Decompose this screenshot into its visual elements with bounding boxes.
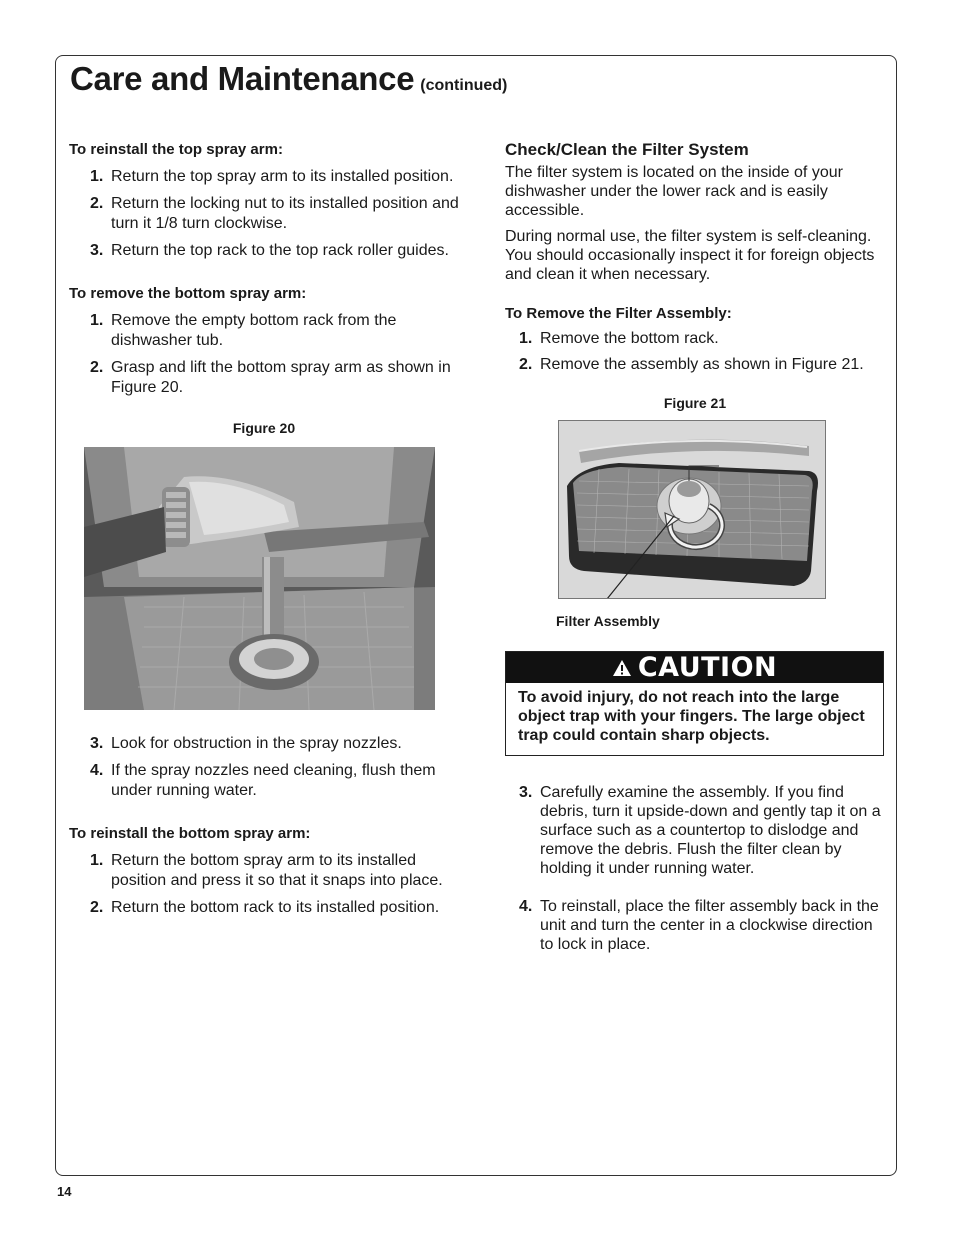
step-item: 2. Return the bottom rack to its installed position. [90, 899, 440, 916]
caution-box [505, 651, 884, 756]
page-title [70, 60, 507, 98]
warning-triangle-icon [612, 659, 632, 677]
step-item: 2. Return the locking nut to its installed position and turn it 1/8 turn clockwise. [90, 195, 459, 232]
step-item: 2. Remove the assembly as shown in Figure 21. [519, 356, 864, 373]
step-item: 3. Look for obstruction in the spray nozzles. [90, 735, 402, 752]
steps-examine-reinstall-filter [505, 783, 885, 954]
spray-arm-photo-illustration [84, 447, 435, 710]
filter-assembly-callout: Filter Assembly [556, 613, 660, 629]
filter-usage-paragraph: During normal use, the filter system is self-cleaning. You should occasionally inspect it for foreign objects and clean it when necessary. [505, 228, 875, 283]
step-item: 3. Return the top rack to the top rack roller guides. [90, 242, 449, 259]
filter-intro-paragraph: The filter system is located on the inside of your dishwasher under the lower rack and is easily accessible. [505, 164, 843, 219]
section-heading-filter-system: Check/Clean the Filter System [505, 140, 749, 159]
page-title-continued: (continued) [420, 77, 508, 94]
caution-word: CAUTION [637, 651, 778, 683]
step-item: 1. Return the top spray arm to its installed position. [90, 168, 454, 185]
section-heading-reinstall-top-arm: To reinstall the top spray arm: [69, 141, 283, 158]
step-item: 4. If the spray nozzles need cleaning, flush them under running water. [90, 762, 436, 799]
figure-20-photo [84, 447, 435, 710]
steps-inspect-nozzles [69, 734, 459, 801]
section-heading-reinstall-bottom-arm: To reinstall the bottom spray arm: [69, 825, 311, 842]
step-item: 1. Remove the empty bottom rack from the dishwasher tub. [90, 312, 397, 349]
step-item: 2. Grasp and lift the bottom spray arm as shown in Figure 20. [90, 359, 451, 396]
steps-remove-filter [505, 329, 885, 374]
step-item: 1. Remove the bottom rack. [519, 330, 719, 347]
left-column [69, 140, 459, 918]
figure-21-label: Figure 21 [663, 395, 727, 411]
right-column [505, 140, 885, 954]
section-heading-remove-filter: To Remove the Filter Assembly: [505, 305, 732, 322]
page-number: 14 [57, 1184, 72, 1199]
page-title-main: Care and Maintenance [70, 60, 415, 97]
section-heading-remove-bottom-arm: To remove the bottom spray arm: [69, 285, 307, 302]
caution-header [506, 652, 883, 683]
figure-20-label: Figure 20 [232, 420, 296, 436]
step-item: 1. Return the bottom spray arm to its installed position and press it so that it snaps into place. [90, 852, 443, 889]
step-item: 3. Carefully examine the assembly. If you find debris, turn it upside-down and gently tap it on a surface such as a countertop to dislodge and remove the debris. Flush the filter clean by holding it under running water. [519, 784, 881, 877]
step-item: 4. To reinstall, place the filter assembly back in the unit and turn the center in a clockwise direction to lock in place. [519, 898, 879, 953]
steps-reinstall-top-arm [69, 167, 459, 261]
steps-remove-bottom-arm [69, 311, 459, 398]
caution-text: To avoid injury, do not reach into the large object trap with your fingers. The large object trap could contain sharp objects. [518, 689, 865, 744]
steps-reinstall-bottom-arm [69, 851, 459, 918]
filter-assembly-illustration [559, 421, 825, 598]
figure-21-photo [558, 420, 826, 599]
